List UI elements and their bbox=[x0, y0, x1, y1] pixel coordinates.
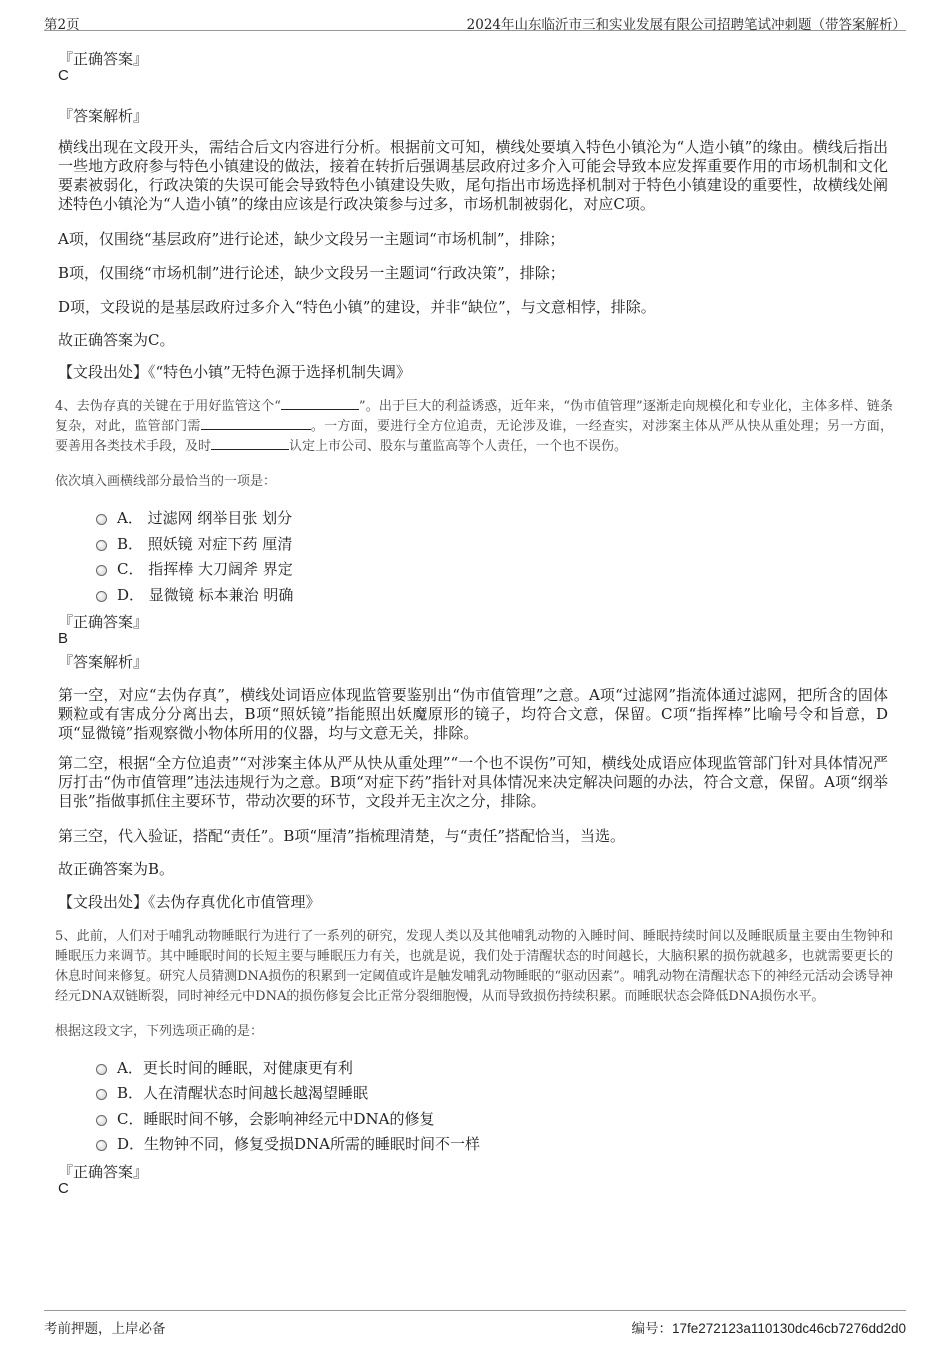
q4-option-d-text: D． 显微镜 标本兼治 明确 bbox=[117, 586, 294, 604]
q3-analysis: 横线出现在文段开头，需结合后文内容进行分析。根据前文可知，横线处要填入特色小镇沦为“人造小镇”的缘由。横线后指出一些地方政府参与特色小镇建设的做法，接着在转折后强调基层政府过多介入可能会导致本应发挥重要作用的市场机制和文化要素被弱化，行政决策的失误可能会导致特色小镇建设失败，尾句指出市场选择机制对于特色小镇建设的重要性，故横线处阐述特色小镇沦为“人造小镇”的缘由应该是行政决策参与过多，市场机制被弱化，对应C项。 bbox=[58, 138, 888, 213]
q4-option-d[interactable] bbox=[96, 584, 293, 605]
q4-option-a[interactable] bbox=[96, 507, 292, 528]
q5-option-b-text: B．人在清醒状态时间越长越渴望睡眠 bbox=[117, 1084, 369, 1102]
q5-option-d[interactable] bbox=[96, 1133, 480, 1154]
q5-option-c-text: C．睡眠时间不够，会影响神经元中DNA的修复 bbox=[117, 1110, 435, 1128]
q4-analysis-3: 第三空，代入验证，搭配“责任”。B项“厘清”指梳理清楚，与“责任”搭配恰当，当选。 bbox=[58, 827, 626, 845]
radio-icon[interactable] bbox=[96, 1064, 107, 1075]
q4-conclusion: 故正确答案为B。 bbox=[58, 860, 175, 878]
q4-option-c-text: C． 指挥棒 大刀阔斧 界定 bbox=[117, 560, 293, 578]
q5-answer-label: 『正确答案』 bbox=[58, 1163, 149, 1181]
q4-stem bbox=[55, 397, 893, 457]
q3-option-b-note: B项，仅围绕“市场机制”进行论述，缺少文段另一主题词“行政决策”，排除； bbox=[58, 264, 565, 282]
radio-icon[interactable] bbox=[96, 514, 107, 525]
radio-icon[interactable] bbox=[96, 565, 107, 576]
q3-analysis-label: 『答案解析』 bbox=[58, 107, 149, 125]
radio-icon[interactable] bbox=[96, 1115, 107, 1126]
q4-stem-part1: 4、去伪存真的关键在于用好监管这个“ bbox=[55, 399, 281, 414]
q4-stem-part4: 认定上市公司、股东与董监高等个人责任，一个也不误伤。 bbox=[289, 439, 628, 454]
q4-option-b[interactable] bbox=[96, 533, 292, 554]
q3-answer: C bbox=[58, 67, 69, 84]
q4-option-c[interactable] bbox=[96, 558, 293, 579]
q3-option-d-note: D项，文段说的是基层政府过多介入“特色小镇”的建设，并非“缺位”，与文意相悖，排除。 bbox=[58, 298, 656, 316]
q5-answer: C bbox=[58, 1180, 69, 1197]
q5-option-b[interactable] bbox=[96, 1082, 368, 1103]
q4-blank-2 bbox=[201, 417, 311, 430]
q5-prompt: 根据这段文字，下列选项正确的是： bbox=[55, 1024, 264, 1039]
q3-answer-label: 『正确答案』 bbox=[58, 50, 149, 68]
q4-option-b-text: B． 照妖镜 对症下药 厘清 bbox=[117, 535, 293, 553]
q4-blank-3 bbox=[211, 437, 289, 450]
footer-slogan: 考前押题，上岸必备 bbox=[44, 1321, 166, 1337]
q4-analysis-1: 第一空，对应“去伪存真”，横线处词语应体现监管要鉴别出“伪市值管理”之意。A项“过滤网”指流体通过滤网，把所含的固体颗粒或有害成分分离出去，B项“照妖镜”指能照出妖魔原形的镜子，均符合文意，保留。C项“指挥棒”比喻号令和旨意，D项“显微镜”指观察微小物体所用的仪器，均与文意无关，排除。 bbox=[58, 686, 888, 742]
radio-icon[interactable] bbox=[96, 1140, 107, 1151]
q3-conclusion: 故正确答案为C。 bbox=[58, 331, 175, 349]
q4-prompt: 依次填入画横线部分最恰当的一项是： bbox=[55, 474, 277, 489]
q4-stem-part2: ”。出于巨大的利益诱惑，近年来，“伪市值管理”逐渐走向规模化和专业化，主体多样、链条复杂，对此，监管部门需 bbox=[55, 399, 893, 434]
q4-stem-part3: 。一方面，要进行全方位追责，无论涉及谁，一经查实，对涉案主体从严从快从重处理；另一方面，要善用各类技术手段，及时 bbox=[55, 419, 893, 454]
q5-option-d-text: D．生物钟不同，修复受损DNA所需的睡眠时间不一样 bbox=[117, 1135, 481, 1153]
q4-analysis-2: 第二空，根据“全方位追责”“对涉案主体从严从快从重处理”“一个也不误伤”可知，横线处成语应体现监管部门针对具体情况严厉打击“伪市值管理”违法违规行为之意。B项“对症下药”指针对具体情况来决定解决问题的办法，符合文意，保留。A项“纲举目张”指做事抓住主要环节，带动次要的环节，文段并无主次之分，排除。 bbox=[58, 754, 888, 810]
q4-answer: B bbox=[58, 630, 69, 647]
q5-option-a-text: A．更长时间的睡眠，对健康更有利 bbox=[117, 1059, 353, 1077]
q5-stem: 5、此前，人们对于哺乳动物睡眠行为进行了一系列的研究，发现人类以及其他哺乳动物的入睡时间、睡眠持续时间以及睡眠质量主要由生物钟和睡眠压力来调节。其中睡眠时间的长短主要与睡眠压力有关，也就是说，我们处于清醒状态的时间越长，大脑积累的损伤就越多，也就需要更长的休息时间来修复。研究人员猜测DNA损伤的积累到一定阈值或许是触发哺乳动物睡眠的“驱动因素”。哺乳动物在清醒状态下的神经元活动会诱导神经元DNA双链断裂，同时神经元中DNA的损伤修复会比正常分裂细胞慢，从而导致损伤持续积累。而睡眠状态会降低DNA损伤水平。 bbox=[55, 929, 893, 1004]
q4-answer-label: 『正确答案』 bbox=[58, 613, 149, 631]
q4-source: 【文段出处】《去伪存真优化市值管理》 bbox=[58, 893, 321, 911]
page-footer bbox=[44, 1310, 906, 1337]
q4-analysis-label: 『答案解析』 bbox=[58, 653, 149, 671]
document-code: 编号：17fe272123a110130dc46cb7276dd2d0 bbox=[631, 1321, 906, 1336]
q3-option-a-note: A项，仅围绕“基层政府”进行论述，缺少文段另一主题词“市场机制”，排除； bbox=[58, 230, 565, 248]
page-header bbox=[44, 10, 906, 31]
radio-icon[interactable] bbox=[96, 591, 107, 602]
page-number: 第2页 bbox=[44, 17, 80, 33]
document-title: 2024年山东临沂市三和实业发展有限公司招聘笔试冲刺题（带答案解析） bbox=[466, 17, 906, 33]
radio-icon[interactable] bbox=[96, 1089, 107, 1100]
q5-option-c[interactable] bbox=[96, 1108, 434, 1129]
q4-blank-1 bbox=[281, 397, 359, 410]
radio-icon[interactable] bbox=[96, 540, 107, 551]
q5-option-a[interactable] bbox=[96, 1057, 353, 1078]
q3-source: 【文段出处】《“特色小镇”无特色源于选择机制失调》 bbox=[58, 363, 411, 381]
q4-option-a-text: A． 过滤网 纲举目张 划分 bbox=[117, 509, 293, 527]
